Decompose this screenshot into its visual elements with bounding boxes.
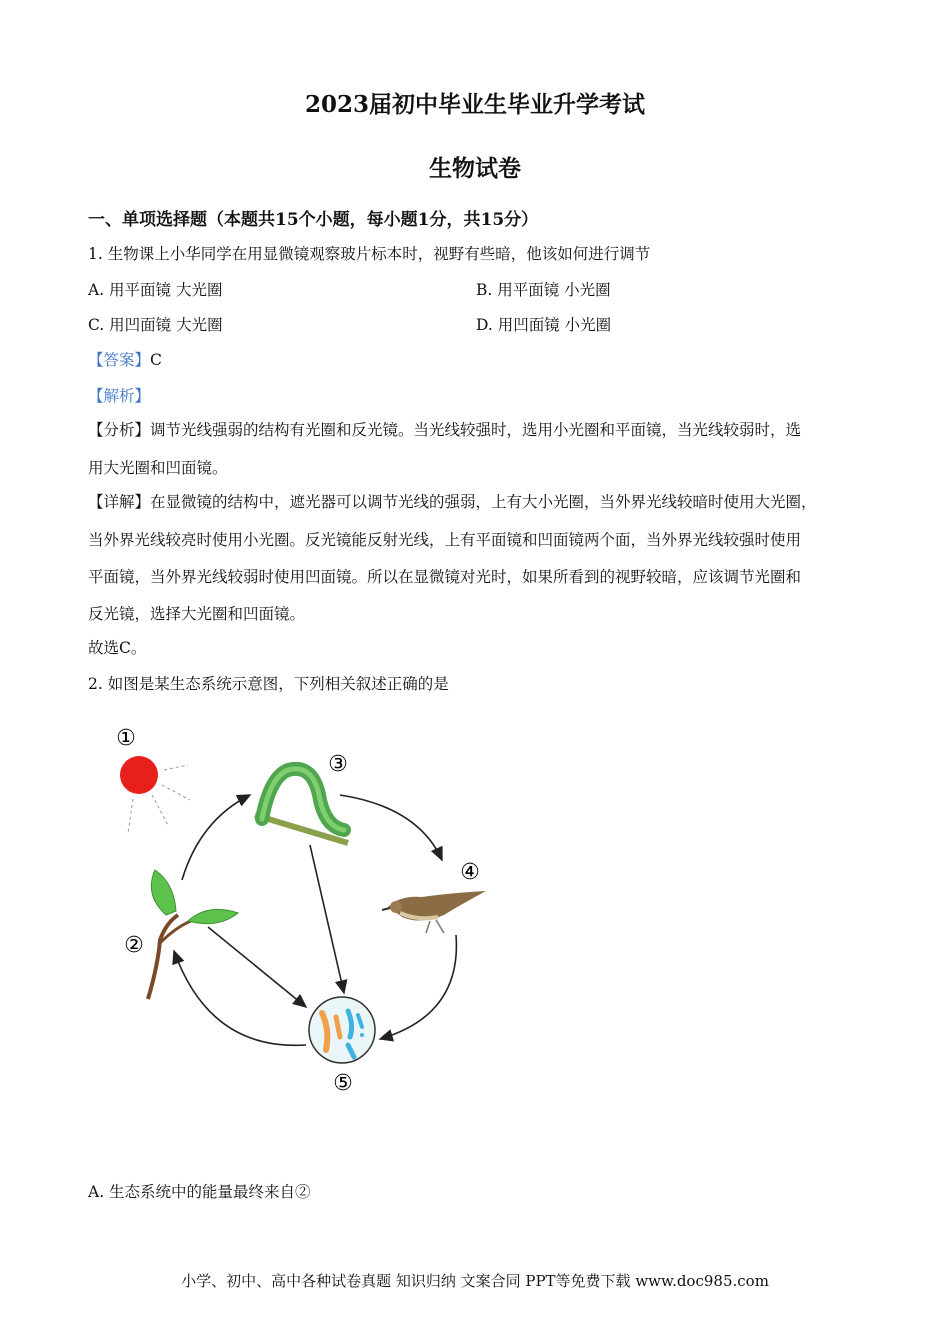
sun-icon bbox=[120, 756, 190, 833]
label-5: ⑤ bbox=[333, 1071, 353, 1096]
arrow-plant-to-caterpillar bbox=[182, 795, 250, 880]
arrow-caterpillar-to-decomposer bbox=[310, 845, 344, 993]
q2-stem: 2. 如图是某生态系统示意图，下列相关叙述正确的是 bbox=[88, 675, 449, 693]
plant-icon bbox=[148, 870, 238, 999]
q1-option-b: B. 用平面镜 小光圈 bbox=[476, 281, 611, 299]
xiangjie-line-4: 反光镜，选择大光圈和凹面镜。 bbox=[88, 605, 306, 623]
q1-option-a: A. 用平面镜 大光圈 bbox=[88, 281, 223, 299]
fenxi-line-2: 用大光圈和凹面镜。 bbox=[88, 459, 228, 477]
q1-answer bbox=[88, 348, 162, 370]
caterpillar-icon bbox=[255, 769, 348, 843]
label-2: ② bbox=[124, 933, 144, 958]
answer-label: 【答案】 bbox=[88, 351, 151, 369]
xiangjie-text-1: 在显微镜的结构中，遮光器可以调节光线的强弱，上有大小光圈，当外界光线较暗时使用大光圈， bbox=[150, 493, 817, 511]
q1-conclusion: 故选C。 bbox=[88, 639, 147, 657]
label-3: ③ bbox=[328, 752, 348, 777]
arrow-bird-to-decomposer bbox=[380, 935, 456, 1039]
xiangjie-line-2: 当外界光线较亮时使用小光圈。反光镜能反射光线，上有平面镜和凹面镜两个面，当外界光线较强时使用 bbox=[88, 531, 802, 549]
ecosystem-diagram bbox=[100, 715, 520, 1105]
page-footer: 小学、初中、高中各种试卷真题 知识归纳 文案合同 PPT等免费下载 www.doc985.com bbox=[181, 1272, 769, 1290]
xiangjie-line-1 bbox=[88, 490, 817, 512]
subject-title: 生物试卷 bbox=[429, 155, 521, 182]
xiangjie-label: 【详解】 bbox=[88, 493, 151, 511]
arrow-decomposer-to-plant bbox=[174, 951, 306, 1045]
q1-stem: 1. 生物课上小华同学在用显微镜观察玻片标本时，视野有些暗，他该如何进行调节 bbox=[88, 245, 651, 263]
bird-icon bbox=[382, 891, 486, 933]
fenxi-line-1 bbox=[88, 418, 801, 440]
section-heading: 一、单项选择题（本题共15个小题，每小题1分，共15分） bbox=[88, 210, 539, 230]
decomposer-icon bbox=[309, 997, 375, 1063]
analysis-label: 【解析】 bbox=[88, 387, 151, 405]
xiangjie-line-3: 平面镜，当外界光线较弱时使用凹面镜。所以在显微镜对光时，如果所看到的视野较暗，应该调节光圈和 bbox=[88, 568, 802, 586]
exam-title: 2023届初中毕业生毕业升学考试 bbox=[304, 91, 645, 118]
label-1: ① bbox=[116, 726, 136, 751]
arrow-plant-to-decomposer bbox=[208, 927, 306, 1007]
fenxi-label: 【分析】 bbox=[88, 421, 151, 439]
q1-option-d: D. 用凹面镜 小光圈 bbox=[476, 316, 612, 334]
label-4: ④ bbox=[460, 860, 480, 885]
q2-option-a: A. 生态系统中的能量最终来自② bbox=[88, 1183, 311, 1201]
fenxi-text-1: 调节光线强弱的结构有光圈和反光镜。当光线较强时，选用小光圈和平面镜，当光线较弱时，选 bbox=[150, 421, 802, 439]
arrow-caterpillar-to-bird bbox=[340, 795, 442, 860]
q1-option-c: C. 用凹面镜 大光圈 bbox=[88, 316, 223, 334]
answer-value: C bbox=[150, 351, 162, 369]
